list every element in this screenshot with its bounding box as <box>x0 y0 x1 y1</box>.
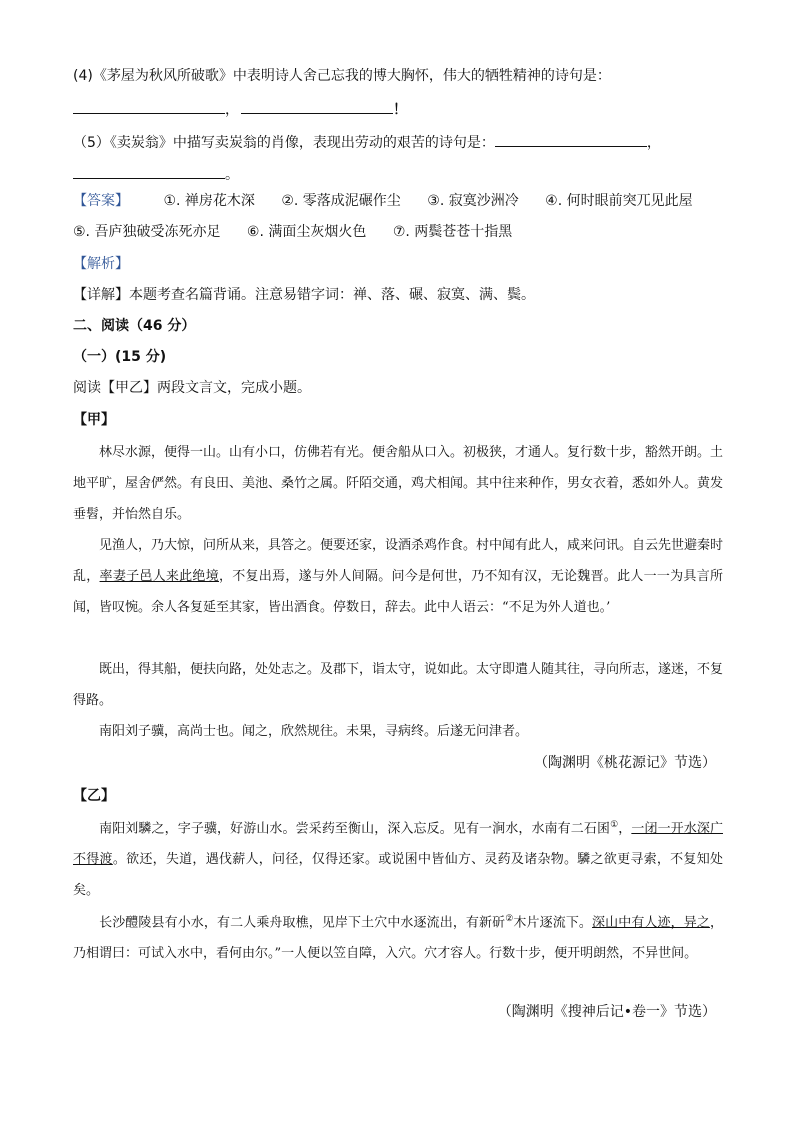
underlined-sentence: 一闭一开水深广不得渡 <box>73 821 723 868</box>
passage-jia-p4 <box>73 716 723 747</box>
paragraph-text: 见渔人，乃大惊，问所从来，具答之。便要还家，设酒杀鸡作食。村中闻有此人，咸来问讯。自云先世避秦时乱， <box>73 538 724 584</box>
question-5-blanks <box>73 164 239 185</box>
passage-yi-p2 <box>73 904 723 969</box>
answer-item: ⑦. 两鬓苍苍十指黑 <box>392 224 513 240</box>
passage-jia-label: 【甲】 <box>73 412 115 428</box>
passage-jia-p1 <box>73 437 723 530</box>
question-4-text: (4)《茅屋为秋风所破歌》中表明诗人舍己忘我的博大胸怀，伟大的牺牲精神的诗句是： <box>73 68 611 84</box>
answer-blank[interactable] <box>73 99 225 114</box>
answer-item: ⑥. 满面尘灰烟火色 <box>246 224 367 240</box>
section-intro: 阅读【甲乙】两段文言文，完成小题。 <box>73 380 311 396</box>
passage-yi-label: 【乙】 <box>73 788 115 804</box>
paragraph-text: 既出，得其船，便扶向路，处处志之。及郡下，诣太守，说如此。太守即遣人随其往，寻向所志，遂迷，不复得路。 <box>73 662 724 708</box>
section-subtitle: （一）(15 分) <box>73 349 167 365</box>
question-4-blanks <box>73 99 407 120</box>
underlined-sentence: 率妻子邑人来此绝境 <box>99 569 219 584</box>
answer-item: ⑤. 吾庐独破受冻死亦足 <box>73 224 221 240</box>
analysis-detail: 【详解】本题考查名篇背诵。注意易错字词：禅、落、碾、寂寞、满、鬓。 <box>73 287 535 303</box>
paragraph-text: 长沙醴陵县有小水，有二人乘舟取樵，见岸下土穴中水逐流出，有新斫 <box>99 915 506 931</box>
answer-row-1 <box>73 191 715 211</box>
section-title: 二、阅读（46 分） <box>73 318 196 334</box>
separator: ， <box>225 102 239 118</box>
separator: ， <box>618 821 632 837</box>
answer-item: ④. 何时眼前突兀见此屋 <box>545 193 693 209</box>
passage-jia-p3 <box>73 654 723 716</box>
underlined-sentence: 深山中有人迹，异之 <box>592 915 710 931</box>
answer-blank[interactable] <box>73 164 225 179</box>
paragraph-text: 木片逐流下。 <box>513 915 593 931</box>
analysis-tag: 【解析】 <box>73 256 129 272</box>
separator: ， <box>646 135 661 151</box>
end-mark: 。 <box>225 167 239 183</box>
answer-blank[interactable] <box>241 99 393 114</box>
paragraph-text: 。欲还，失道，遇伐薪人，问径，仅得还家。或说囷中皆仙方、灵药及诸杂物。驎之欲更寻索，不复知处矣。 <box>73 852 723 899</box>
footnote-marker: ② <box>505 914 514 924</box>
question-4 <box>73 66 611 86</box>
paragraph-text: 南阳刘驎之，字子骥，好游山水。尝采药至衡山，深入忘反。见有一涧水，水南有二石囷 <box>99 821 611 837</box>
paragraph-text: ，乃相谓曰：可试入水中，看何由尔。”一人便以笠自障，入穴。穴才容人。行数十步，便开明朗然，不异世间。 <box>73 915 723 962</box>
paragraph-text: 林尽水源，便得一山。山有小口，仿佛若有光。便舍船从口入。初极狭，才通人。复行数十步，豁然开朗。土地平旷，屋舍俨然。有良田、美池、桑竹之属。阡陌交通，鸡犬相闻。其中往来种作，男女衣着，悉如外人。黄发垂髫，并怡然自乐。 <box>73 445 724 522</box>
passage-jia-source: （陶渊明《桃花源记》节选） <box>534 755 716 771</box>
passage-yi-p1 <box>73 810 723 906</box>
question-5-text: （5）《卖炭翁》中描写卖炭翁的肖像，表现出劳动的艰苦的诗句是： <box>73 135 495 151</box>
end-mark: ！ <box>393 102 407 118</box>
paragraph-text: ，不复出焉，遂与外人间隔。问今是何世，乃不知有汉，无论魏晋。此人一一为具言所闻，皆叹惋。余人各复延至其家，皆出酒食。停数日，辞去。此中人语云：“不足为外人道也。’ <box>73 569 723 615</box>
answer-blank[interactable] <box>495 132 647 147</box>
answer-item: ①. 禅房花木深 <box>163 193 255 209</box>
paragraph-text: 南阳刘子骥，高尚士也。闻之，欣然规往。未果，寻病终。后遂无问津者。 <box>99 724 529 739</box>
question-5 <box>73 132 661 153</box>
passage-jia-p2 <box>73 530 723 623</box>
footnote-marker: ① <box>610 820 619 830</box>
answer-item: ②. 零落成泥碾作尘 <box>281 193 401 209</box>
passage-yi-source: （陶渊明《搜神后记•卷一》节选） <box>497 1004 716 1020</box>
answer-tag: 【答案】 <box>73 193 129 209</box>
answer-item: ③. 寂寞沙洲冷 <box>427 193 519 209</box>
answer-row-2 <box>73 222 534 242</box>
